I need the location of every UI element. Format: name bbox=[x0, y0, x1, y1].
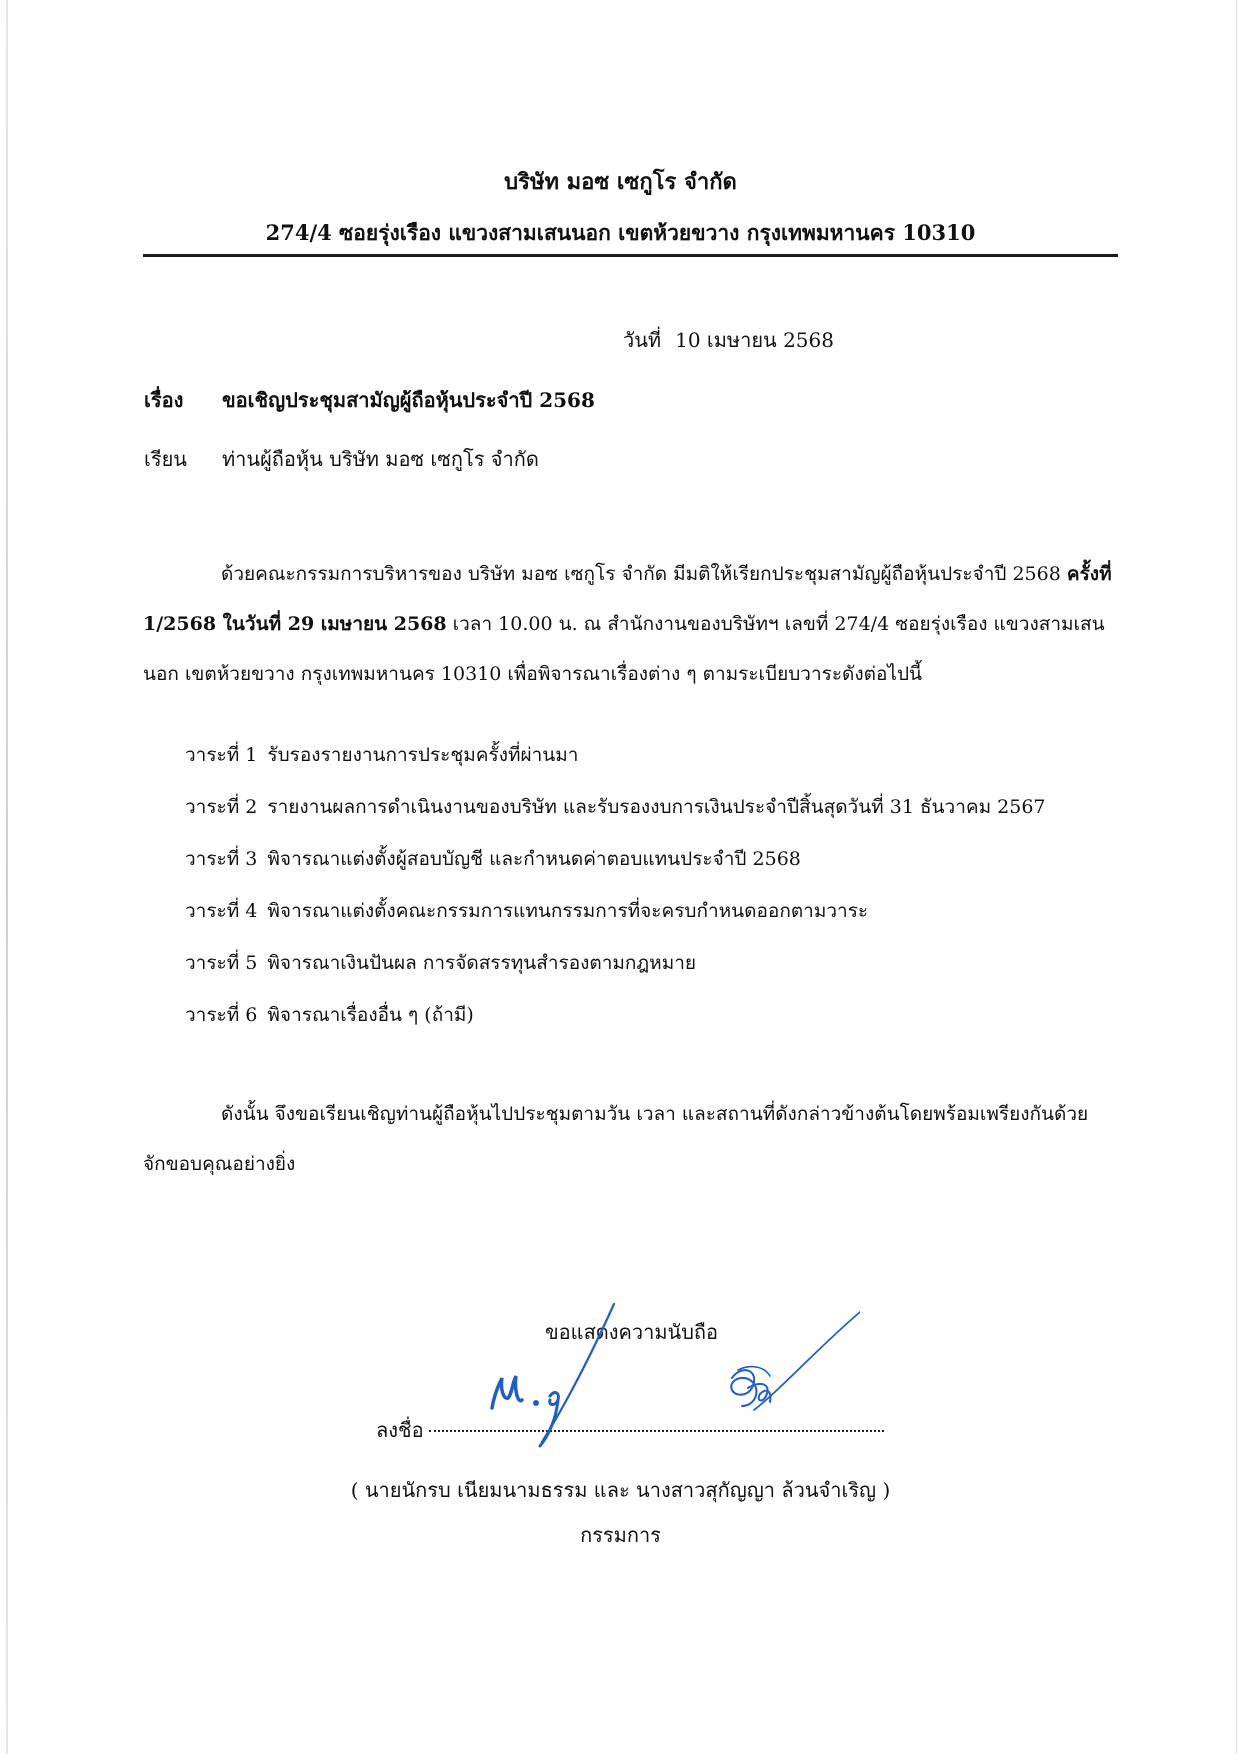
handwritten-signature-2 bbox=[710, 1310, 860, 1435]
agenda-text: พิจารณาเงินปันผล การจัดสรรทุนสำรองตามกฎหมาย bbox=[267, 952, 697, 974]
meeting-details: เวลา 10.00 น. ณ สำนักงานของบริษัทฯ เลขที่ 274/4 ซอยรุ่งเรือง แขวงสามเสนนอก เขตห้วยขวาง กรุงเทพมหานคร 10310 เพื่อพิจารณาเรื่องต่าง ๆ ตามระเบียบวาระดังต่อไปนี้ bbox=[143, 613, 1105, 685]
signature-stroke bbox=[492, 1376, 522, 1408]
agenda-text: รายงานผลการดำเนินงานของบริษัท และรับรองงบการเงินประจำปีสิ้นสุดวันที่ 31 ธันวาคม 2567 bbox=[267, 796, 1046, 818]
closing-salutation: ขอแสดงความนับถือ bbox=[545, 1320, 719, 1344]
signature-dot bbox=[533, 1400, 539, 1406]
handwritten-signature-1 bbox=[478, 1300, 618, 1450]
agenda-number: วาระที่ 6 bbox=[185, 1004, 258, 1026]
agenda-item bbox=[185, 937, 1125, 989]
agenda-text: พิจารณาแต่งตั้งคณะกรรมการแทนกรรมการที่จะครบกำหนดออกตามวาระ bbox=[267, 900, 869, 922]
subject-text: ขอเชิญประชุมสามัญผู้ถือหุ้นประจำปี 2568 bbox=[222, 388, 595, 412]
recipient-text: ท่านผู้ถือหุ้น บริษัท มอซ เซกูโร จำกัด bbox=[222, 447, 539, 471]
agenda-number: วาระที่ 1 bbox=[185, 744, 258, 766]
recipient-label: เรียน bbox=[144, 447, 187, 471]
agenda-item bbox=[185, 729, 1125, 781]
invitation-intro: ด้วยคณะกรรมการบริหารของ บริษัท มอซ เซกูโร จำกัด มีมติให้เรียกประชุมสามัญผู้ถือหุ้นประจำปี 2568 bbox=[221, 563, 1061, 585]
agenda-item bbox=[185, 989, 1125, 1041]
agenda-text: พิจารณาแต่งตั้งผู้สอบบัญชี และกำหนดค่าตอบแทนประจำปี 2568 bbox=[267, 848, 801, 870]
sign-label: ลงชื่อ bbox=[376, 1418, 424, 1442]
signature-stroke bbox=[731, 1370, 756, 1406]
agenda-text: พิจารณาเรื่องอื่น ๆ (ถ้ามี) bbox=[267, 1004, 474, 1026]
subject-label: เรื่อง bbox=[144, 388, 184, 412]
invitation-paragraph bbox=[143, 549, 1116, 699]
agenda-text: รับรองรายงานการประชุมครั้งที่ผ่านมา bbox=[267, 744, 579, 766]
agenda-item bbox=[185, 781, 1125, 833]
closing-paragraph: ดังนั้น จึงขอเรียนเชิญท่านผู้ถือหุ้นไปประชุมตามวัน เวลา และสถานที่ดังกล่าวข้างต้นโดยพร้อมเพรียงกันด้วย จักขอบคุณอย่างยิ่ง bbox=[143, 1103, 1089, 1175]
agenda-item bbox=[185, 833, 1125, 885]
signatory-names: ( นายนักรบ เนียมนามธรรม และ นางสาวสุกัญญา ล้วนจำเริญ ) bbox=[350, 1478, 891, 1502]
signature-stroke bbox=[754, 1312, 860, 1410]
agenda-number: วาระที่ 3 bbox=[185, 848, 258, 870]
letter-date bbox=[623, 324, 834, 356]
agenda-number: วาระที่ 5 bbox=[185, 952, 258, 974]
agenda-number: วาระที่ 4 bbox=[185, 900, 258, 922]
meeting-date-bold: ครั้งที่ 1/2568 ในวันที่ 29 เมษายน 2568 bbox=[143, 563, 1112, 635]
agenda-list bbox=[185, 729, 1125, 1041]
date-value: 10 เมษายน 2568 bbox=[675, 328, 834, 352]
date-label: วันที่ bbox=[623, 328, 662, 352]
letterhead-divider bbox=[143, 254, 1118, 257]
signatory-position: กรรมการ bbox=[580, 1523, 661, 1547]
company-address: 274/4 ซอยรุ่งเรือง แขวงสามเสนนอก เขตห้วยขวาง กรุงเทพมหานคร 10310 bbox=[265, 220, 976, 245]
agenda-item bbox=[185, 885, 1125, 937]
company-name: บริษัท มอซ เซกูโร จำกัด bbox=[504, 169, 737, 195]
agenda-number: วาระที่ 2 bbox=[185, 796, 258, 818]
